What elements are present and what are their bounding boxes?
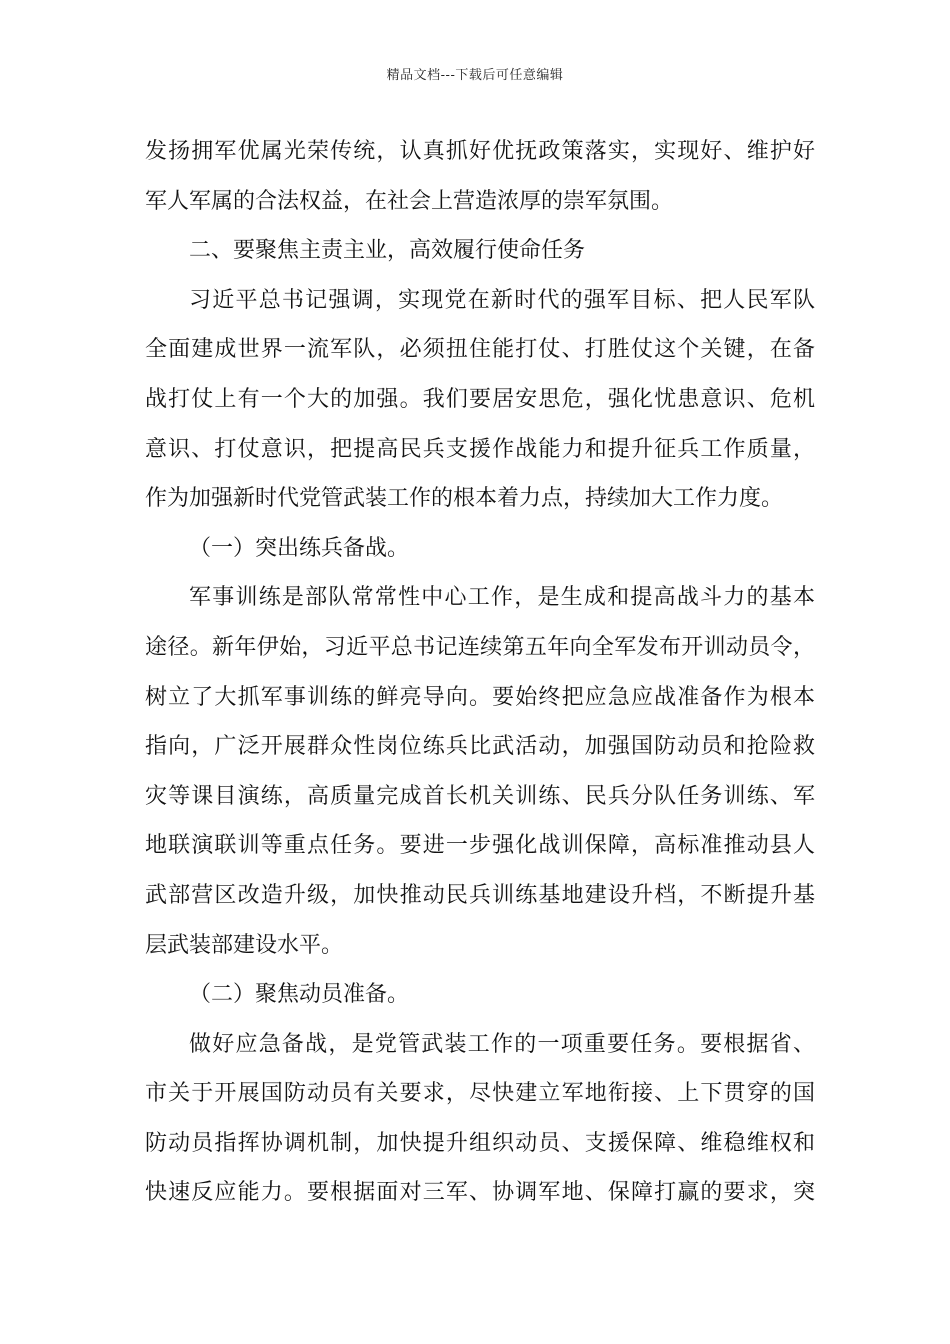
text-line: 武部营区改造升级，加快推动民兵训练基地建设升档，不断提升基: [145, 882, 815, 908]
text-line: 作为加强新时代党管武装工作的根本着力点，持续加大工作力度。: [145, 486, 784, 512]
text-line: 发扬拥军优属光荣传统，认真抓好优抚政策落实，实现好、维护好: [145, 139, 815, 164]
text-line: 做好应急备战，是党管武装工作的一项重要任务。要根据省、: [189, 1031, 815, 1057]
text-line: 防动员指挥协调机制，加快提升组织动员、支援保障、维稳维权和: [145, 1130, 815, 1156]
text-line: 地联演联训等重点任务。要进一步强化战训保障，高标准推动县人: [145, 833, 815, 859]
text-line: 二、要聚焦主责主业，高效履行使命任务: [189, 238, 586, 264]
text-line: 全面建成世界一流军队，必须扭住能打仗、打胜仗这个关键，在备: [145, 337, 815, 363]
text-line: 指向，广泛开展群众性岗位练兵比武活动，加强国防动员和抢险救: [145, 734, 815, 760]
text-line: 习近平总书记强调，实现党在新时代的强军目标、把人民军队: [189, 287, 815, 313]
text-line: （二）聚焦动员准备。: [189, 982, 410, 1008]
text-line: 层武装部建设水平。: [145, 932, 344, 958]
text-line: 意识、打仗意识，把提高民兵支援作战能力和提升征兵工作质量，: [145, 436, 815, 462]
text-line: 战打仗上有一个大的加强。我们要居安思危，强化忧患意识、危机: [145, 386, 815, 412]
text-line: 市关于开展国防动员有关要求，尽快建立军地衔接、上下贯穿的国: [145, 1081, 815, 1107]
text-line: 军人军属的合法权益，在社会上营造浓厚的崇军氛围。: [145, 188, 674, 214]
page-header: 精品文档---下载后可任意编辑: [386, 68, 564, 83]
text-line: 军事训练是部队常常性中心工作，是生成和提高战斗力的基本: [189, 585, 815, 611]
document-body: [145, 132, 815, 1223]
text-line: 灾等课目演练，高质量完成首长机关训练、民兵分队任务训练、军: [145, 783, 815, 809]
text-line: （一）突出练兵备战。: [189, 535, 410, 561]
text-line: 途径。新年伊始，习近平总书记连续第五年向全军发布开训动员令，: [145, 634, 815, 660]
text-line: 树立了大抓军事训练的鲜亮导向。要始终把应急应战准备作为根本: [145, 684, 815, 710]
text-line: 快速反应能力。要根据面对三军、协调军地、保障打赢的要求，突: [145, 1180, 815, 1206]
